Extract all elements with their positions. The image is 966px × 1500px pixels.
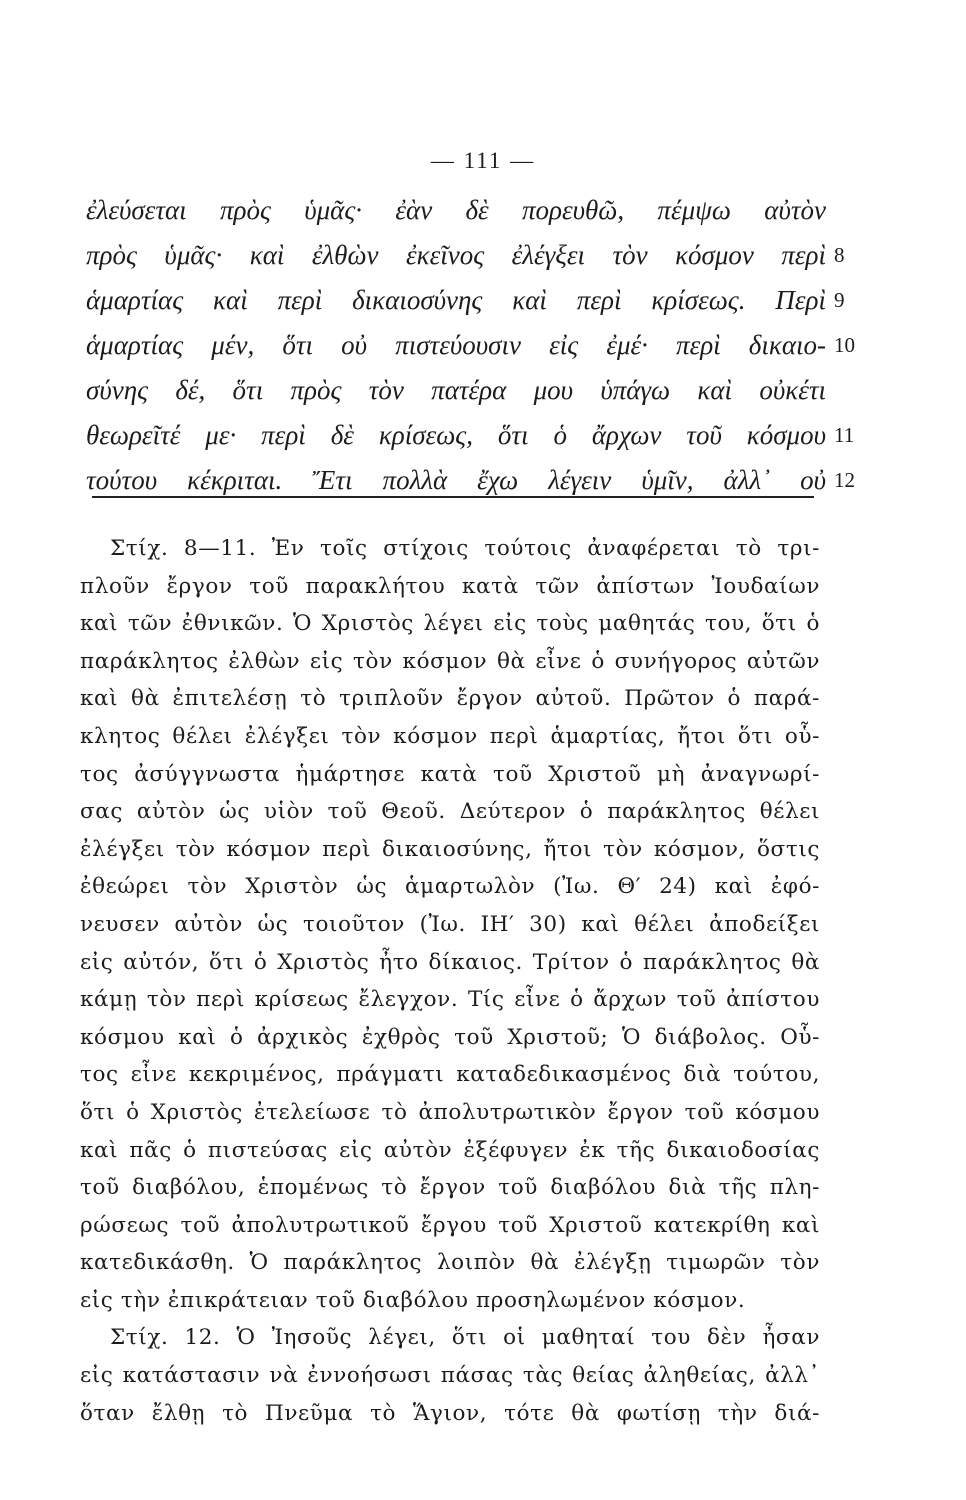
verse-number: 12	[834, 468, 855, 492]
commentary-line: πλοῦν ἔργον τοῦ παρακλήτου κατὰ τῶν ἀπίστων Ἰουδαίων	[80, 573, 820, 599]
scripture-line-text: πρὸς ὑμᾶς· καὶ ἐλθὼν ἐκεῖνος ἐλέγξει τὸν κόσμον περὶ	[86, 240, 826, 270]
commentary-line: εἰς κατάστασιν νὰ ἐννοήσωσι πάσας τὰς θείας ἀληθείας, ἀλλ᾽	[80, 1363, 820, 1389]
commentary-line: παράκλητος ἐλθὼν εἰς τὸν κόσμον θὰ εἶνε ὁ συνήγορος αὐτῶν	[80, 648, 820, 674]
page-number: — 111 —	[430, 148, 536, 173]
verse-number: 10	[834, 333, 855, 357]
scripture-line-text: ἁμαρτίας μέν, ὅτι οὐ πιστεύουσιν εἰς ἐμέ· περὶ δικαιο-	[86, 330, 826, 360]
scripture-line-text: ἁμαρτίας καὶ περὶ δικαιοσύνης καὶ περὶ κρίσεως. Περὶ	[86, 285, 826, 315]
commentary-line: κόσμου καὶ ὁ ἀρχικὸς ἐχθρὸς τοῦ Χριστοῦ; Ὁ διάβολος. Οὗ-	[80, 1024, 820, 1050]
commentary-line: τος ἀσύγγνωστα ἡμάρτησε κατὰ τοῦ Χριστοῦ μὴ ἀναγνωρί-	[80, 761, 820, 787]
commentary-line: ἐθεώρει τὸν Χριστὸν ὡς ἁμαρτωλὸν (Ἰω. Θ′ 24) καὶ ἐφό-	[80, 874, 820, 900]
commentary-line: καὶ πᾶς ὁ πιστεύσας εἰς αὐτὸν ἐξέφυγεν ἐκ τῆς δικαιοδοσίας	[80, 1137, 820, 1163]
scripture-line-text: σύνης δέ, ὅτι πρὸς τὸν πατέρα μου ὑπάγω καὶ οὐκέτι	[86, 375, 826, 405]
commentary-line: ὅταν ἔλθῃ τὸ Πνεῦμα τὸ Ἅγιον, τότε θὰ φωτίσῃ τὴν διά-	[80, 1400, 820, 1426]
commentary-text	[80, 530, 820, 1432]
commentary-line: εἰς αὐτόν, ὅτι ὁ Χριστὸς ἦτο δίκαιος. Τρίτον ὁ παράκλητος θὰ	[80, 949, 820, 975]
commentary-line: ἐλέγξει τὸν κόσμον περὶ δικαιοσύνης, ἤτοι τὸν κόσμον, ὅστις	[80, 836, 820, 862]
scripture-line	[86, 233, 845, 278]
commentary-line: ὅτι ὁ Χριστὸς ἐτελείωσε τὸ ἀπολυτρωτικὸν ἔργον τοῦ κόσμου	[80, 1099, 820, 1125]
commentary-line: ρώσεως τοῦ ἀπολυτρωτικοῦ ἔργου τοῦ Χριστοῦ κατεκρίθη καὶ	[80, 1212, 820, 1238]
scripture-line	[86, 323, 855, 368]
commentary-line: κάμῃ τὸν περὶ κρίσεως ἔλεγχον. Τίς εἶνε ὁ ἄρχων τοῦ ἀπίστου	[80, 987, 820, 1013]
scripture-line	[86, 278, 845, 323]
scripture-text	[86, 188, 855, 503]
verse-number: 11	[834, 423, 855, 447]
commentary-line: τοῦ διαβόλου, ἑπομένως τὸ ἔργον τοῦ διαβόλου διὰ τῆς πλη-	[80, 1175, 820, 1201]
commentary-line: καὶ θὰ ἐπιτελέσῃ τὸ τριπλοῦν ἔργον αὐτοῦ. Πρῶτον ὁ παρά-	[80, 686, 820, 712]
scripture-line-text: ἐλεύσεται πρὸς ὑμᾶς· ἐὰν δὲ πορευθῶ, πέμψω αὐτὸν	[86, 195, 826, 225]
commentary-line: νευσεν αὐτὸν ὡς τοιοῦτον (Ἰω. ΙΗ′ 30) καὶ θέλει ἀποδείξει	[80, 911, 820, 937]
commentary-line: εἰς τὴν ἐπικράτειαν τοῦ διαβόλου προσηλωμένον κόσμον.	[80, 1287, 746, 1313]
commentary-line: σας αὐτὸν ὡς υἱὸν τοῦ Θεοῦ. Δεύτερον ὁ παράκλητος θέλει	[80, 799, 820, 825]
commentary-line: κλητος θέλει ἐλέγξει τὸν κόσμον περὶ ἁμαρτίας, ἤτοι ὅτι οὗ-	[80, 723, 820, 749]
commentary-line: κατεδικάσθη. Ὁ παράκλητος λοιπὸν θὰ ἐλέγξῃ τιμωρῶν τὸν	[80, 1250, 820, 1276]
scripture-line-text: τούτου κέκριται. Ἔτι πολλὰ ἔχω λέγειν ὑμῖν, ἀλλ᾽ οὐ	[86, 465, 826, 495]
verse-number: 9	[834, 288, 845, 312]
verse-number: 8	[834, 243, 845, 267]
commentary-line: τος εἶνε κεκριμένος, πράγματι καταδεδικασμένος διὰ τούτου,	[80, 1062, 820, 1088]
scripture-line-text: θεωρεῖτέ με· περὶ δὲ κρίσεως, ὅτι ὁ ἄρχων τοῦ κόσμου	[86, 420, 826, 450]
commentary-line: Στίχ. 12. Ὁ Ἰησοῦς λέγει, ὅτι οἱ μαθηταί του δὲν ἦσαν	[110, 1325, 820, 1351]
scripture-line	[86, 368, 826, 413]
scripture-line	[86, 413, 855, 458]
commentary-line: Στίχ. 8—11. Ἐν τοῖς στίχοις τούτοις ἀναφέρεται τὸ τρι-	[110, 536, 820, 561]
section-divider	[92, 496, 814, 498]
scripture-line	[86, 188, 826, 233]
commentary-line: καὶ τῶν ἐθνικῶν. Ὁ Χριστὸς λέγει εἰς τοὺς μαθητάς του, ὅτι ὁ	[80, 611, 820, 637]
